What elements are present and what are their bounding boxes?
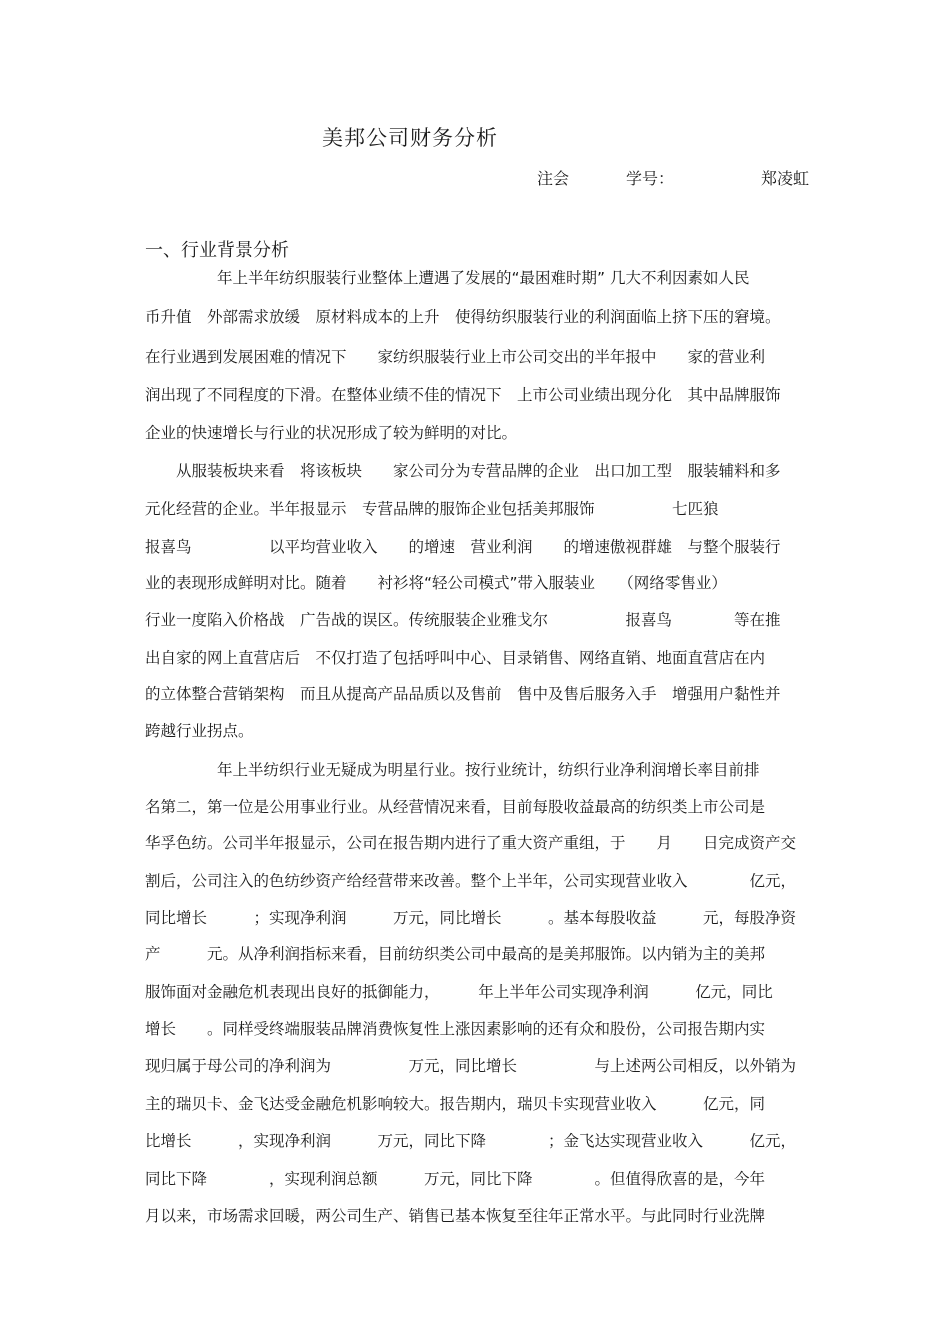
text-line: 在行业遇到发展困难的情况下 家纺织服装行业上市公司交出的半年报中 家的营业利 — [145, 348, 766, 366]
author-name: 郑凌虹 — [761, 169, 810, 188]
text-line: 产 元。从净利润指标来看，目前纺织类公司中最高的是美邦服饰。以内销为主的美邦 — [145, 945, 766, 963]
text-line: 报喜鸟 以平均营业收入 的增速 营业利润 的增速傲视群雄 与整个服装行 — [145, 538, 781, 556]
text-line: 年上半年纺织服装行业整体上遭遇了发展的“最困难时期” 几大不利因素如人民 — [217, 269, 750, 287]
text-line: 元化经营的企业。半年报显示 专营品牌的服饰企业包括美邦服饰 七匹狼 — [145, 500, 719, 518]
text-line: 的立体整合营销架构 而且从提高产品品质以及售前 售中及售后服务入手 增强用户黏性并 — [145, 685, 781, 703]
text-line: 企业的快速增长与行业的状况形成了较为鲜明的对比。 — [145, 424, 518, 442]
text-line: 年上半纺织行业无疑成为明星行业。按行业统计，纺织行业净利润增长率目前排 — [217, 761, 760, 779]
document-title: 美邦公司财务分析 — [322, 126, 498, 150]
text-line: 币升值 外部需求放缓 原材料成本的上升 使得纺织服装行业的利润面临上挤下压的窘境。 — [145, 308, 781, 326]
text-line: 润出现了不同程度的下滑。在整体业绩不佳的情况下 上市公司业绩出现分化 其中品牌服饰 — [145, 386, 781, 404]
text-line: 名第二，第一位是公用事业行业。从经营情况来看，目前每股收益最高的纺织类上市公司是 — [145, 798, 766, 816]
text-line: 增长 。同样受终端服装品牌消费恢复性上涨因素影响的还有众和股份，公司报告期内实 — [145, 1020, 766, 1038]
text-line: 主的瑞贝卡、金飞达受金融危机影响较大。报告期内，瑞贝卡实现营业收入 亿元，同 — [145, 1095, 766, 1113]
text-line: 出自家的网上直营店后 不仅打造了包括呼叫中心、目录销售、网络直销、地面直营店在内 — [145, 649, 766, 667]
text-line: 月以来，市场需求回暖，两公司生产、销售已基本恢复至往年正常水平。与此同时行业洗牌 — [145, 1207, 766, 1225]
text-line: 同比增长 ；实现净利润 万元，同比增长 。基本每股收益 元，每股净资 — [145, 909, 797, 927]
text-line: 现归属于母公司的净利润为 万元，同比增长 与上述两公司相反，以外销为 — [145, 1057, 797, 1075]
text-line: 行业一度陷入价格战 广告战的误区。传统服装企业雅戈尔 报喜鸟 等在推 — [145, 611, 781, 629]
text-line: 割后，公司注入的色纺纱资产给经营带来改善。整个上半年，公司实现营业收入 亿元， — [145, 872, 797, 890]
text-line: 跨越行业拐点。 — [145, 722, 254, 740]
student-id-label: 学号： — [626, 169, 675, 188]
section-heading: 一、行业背景分析 — [145, 240, 289, 261]
text-line: 业的表现形成鲜明对比。随着 衬衫将“轻公司模式”带入服装业 （网络零售业） — [145, 574, 727, 592]
text-line: 从服装板块来看 将该板块 家公司分为专营品牌的企业 出口加工型 服装辅料和多 — [176, 462, 781, 480]
text-line: 比增长 ，实现净利润 万元，同比下降 ；金飞达实现营业收入 亿元， — [145, 1132, 797, 1150]
text-line: 同比下降 ，实现利润总额 万元，同比下降 。但值得欣喜的是，今年 — [145, 1170, 766, 1188]
text-line: 服饰面对金融危机表现出良好的抵御能力， 年上半年公司实现净利润 亿元，同比 — [145, 983, 773, 1001]
text-line: 华孚色纺。公司半年报显示，公司在报告期内进行了重大资产重组，于 月 日完成资产交 — [145, 834, 797, 852]
course-label: 注会 — [537, 169, 570, 188]
